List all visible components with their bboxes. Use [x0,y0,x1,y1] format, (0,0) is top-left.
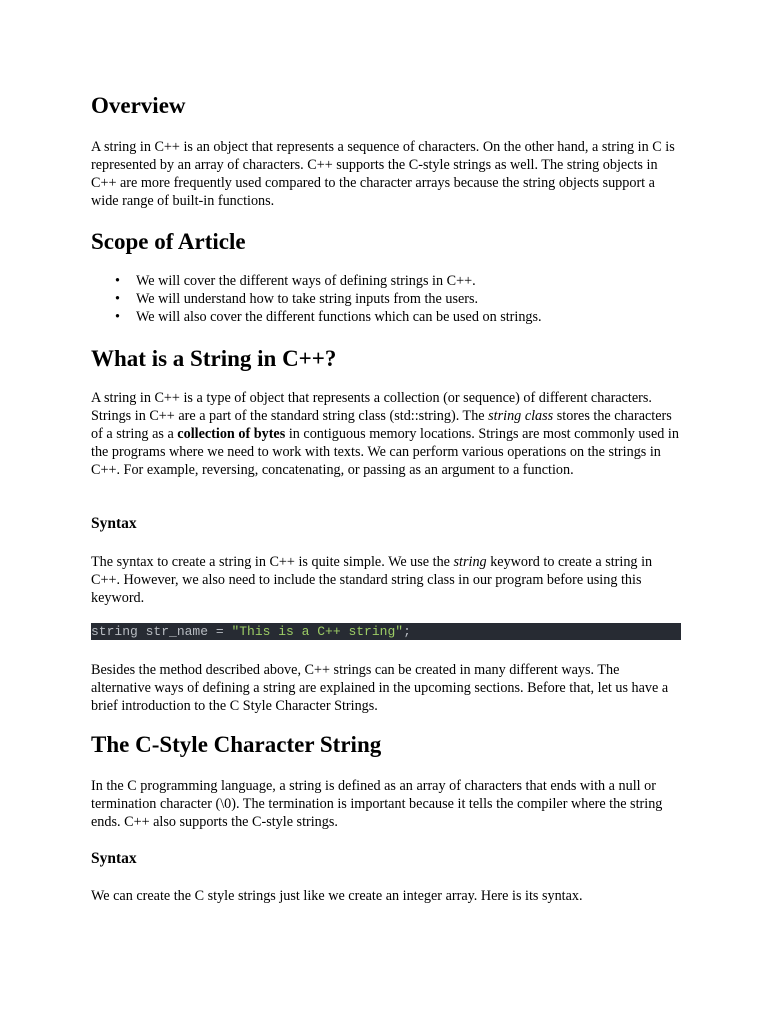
italic-string-keyword: string [453,554,487,570]
code-block: string str_name = "This is a C++ string"; [91,623,681,640]
heading-syntax-2: Syntax [91,850,137,867]
what-is-paragraph: A string in C++ is a type of object that represents a collection (or sequence) of different characters. Strings in C++ are a part of the standard string class (std::string). The string class stores the characters of a string as a collection of bytes in contiguous memory locations. Strings are most commonly used in the programs where we need to work with texts. We can perform various operations on the strings in C++. For example, reversing, concatenating, or passing as an argument to a function. [91,390,679,478]
syntax-paragraph-1: The syntax to create a string in C++ is quite simple. We use the string keyword to create a string in C++. However, we also need to include the standard string class in our program before using this keyword. [91,554,653,606]
code-string-literal: "This is a C++ string" [231,624,404,639]
heading-scope: Scope of Article [91,229,246,254]
syntax-paragraph-2: We can create the C style strings just like we create an integer array. Here is its syntax. [91,888,583,904]
heading-c-style: The C-Style Character String [91,732,382,757]
heading-what-is-string: What is a String in C++? [91,346,337,371]
italic-string-class: string class [488,408,554,424]
after-code-paragraph: Besides the method described above, C++ strings can be created in many different ways. The alternative ways of defining a string are explained in the upcoming sections. Before that, let us have a brief introduction to the C Style Character Strings. [91,662,669,714]
bold-collection-of-bytes: collection of bytes [177,426,286,442]
list-item: • We will also cover the different functions which can be used on strings. [115,309,542,325]
heading-syntax-1: Syntax [91,515,137,532]
c-style-paragraph: In the C programming language, a string is defined as an array of characters that ends with a null or termination character (\0). The termination is important because it tells the compiler where the string ends. C++ also supports the C-style strings. [91,778,663,830]
overview-paragraph: A string in C++ is an object that represents a sequence of characters. On the other hand, a string in C is represented by an array of characters. C++ supports the C-style strings as well. The string objects in C++ are more frequently used compared to the character arrays because the string objects support a wide range of built-in functions. [91,139,675,209]
bullet-icon: • [115,309,120,325]
list-item: • We will understand how to take string inputs from the users. [115,291,479,307]
heading-overview: Overview [91,93,186,118]
list-item: • We will cover the different ways of defining strings in C++. [115,273,476,289]
bullet-icon: • [115,291,120,307]
scope-list [91,272,681,326]
bullet-icon: • [115,273,120,289]
